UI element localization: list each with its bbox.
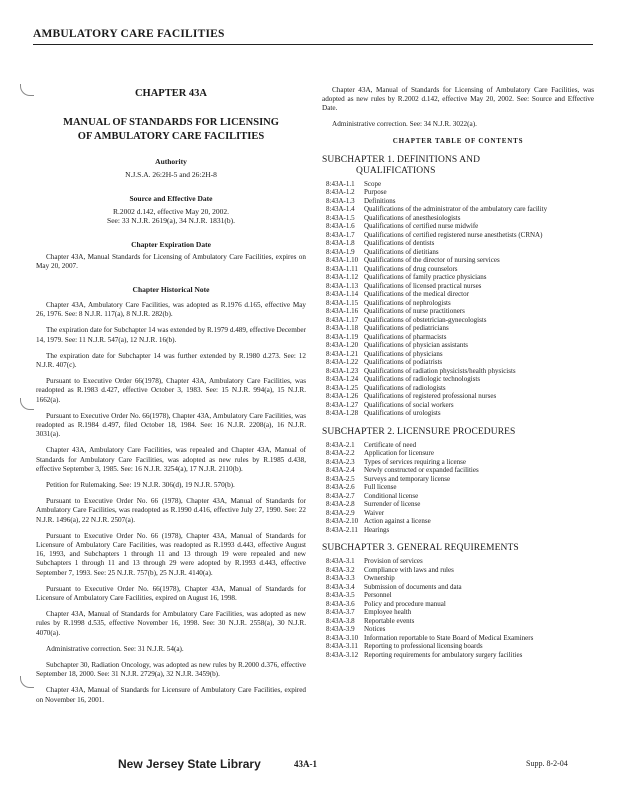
authority-heading: Authority (155, 157, 187, 166)
subchapter-heading (322, 427, 594, 438)
chapter-title-line: MANUAL OF STANDARDS FOR LICENSING (63, 117, 279, 128)
toc-entry (322, 333, 594, 342)
section-number: 8:43A-1.22 (326, 358, 359, 367)
section-number: 8:43A-1.1 (326, 179, 355, 188)
section-title: Qualifications of podiatrists (364, 358, 443, 367)
section-title: Reporting requirements for ambulatory surgery facilities (364, 650, 523, 659)
subchapter-title-line: SUBCHAPTER 3. GENERAL REQUIREMENTS (322, 543, 519, 554)
section-number: 8:43A-1.16 (326, 307, 359, 316)
toc-entry (322, 299, 594, 308)
section-title: Surveys and temporary license (364, 474, 451, 483)
toc-entry (322, 483, 594, 492)
toc-entry (322, 392, 594, 401)
history-paragraph: Chapter 43A, Manual of Standards for Licensure of Ambulatory Care Facilities, expired on November 16, 2001. (36, 686, 306, 704)
section-title: Qualifications of nephrologists (364, 298, 451, 307)
expiration-heading: Chapter Expiration Date (131, 239, 211, 249)
section-number: 8:43A-1.21 (326, 349, 359, 358)
toc-entry (322, 642, 594, 651)
section-title: Qualifications of the administrator of the ambulatory care facility (364, 205, 548, 214)
source-heading: Source and Effective Date (129, 193, 213, 203)
section-title: Qualifications of registered professional nurses (364, 392, 497, 401)
section-title: Qualifications of pharmacists (364, 332, 447, 341)
expiration-text: Chapter 43A, Manual Standards for Licensing of Ambulatory Care Facilities, expires on May 20, 2007. (36, 252, 306, 270)
toc-entry (322, 316, 594, 325)
section-title: Reportable events (364, 616, 415, 625)
toc-entry (322, 367, 594, 376)
section-title: Employee health (364, 608, 412, 617)
right-column (322, 86, 594, 668)
section-title: Qualifications of physicians (364, 349, 443, 358)
toc-entry (322, 350, 594, 359)
toc-entry (322, 583, 594, 592)
toc-entry-list (322, 180, 594, 418)
section-number: 8:43A-1.27 (326, 400, 359, 409)
section-title: Notices (364, 625, 386, 634)
history-heading: Chapter Historical Note (132, 284, 210, 294)
section-number: 8:43A-1.17 (326, 315, 359, 324)
toc-entry (322, 449, 594, 458)
history-paragraph: Pursuant to Executive Order No. 66 (1978), Chapter 43A, Manual of Standards for Ambulatory Care Facilities, was readopted as R.1990 d.416, effective July 27, 1990. See: 22 N.J.R. 1496(a), 22 N.J.R. 2507(a). (36, 497, 306, 524)
section-number: 8:43A-2.5 (326, 474, 355, 483)
section-number: 8:43A-1.10 (326, 256, 359, 265)
toc-heading: CHAPTER TABLE OF CONTENTS (392, 136, 524, 145)
section-title: Qualifications of the director of nursing services (364, 256, 500, 265)
toc-entry (322, 282, 594, 291)
toc-entry (322, 500, 594, 509)
toc-entry (322, 574, 594, 583)
subchapter-title-line: QUALIFICATIONS (356, 165, 436, 176)
section-number: 8:43A-2.8 (326, 500, 355, 509)
section-title: Qualifications of radiologists (364, 383, 446, 392)
section-title: Conditional license (364, 491, 419, 500)
section-number: 8:43A-1.24 (326, 375, 359, 384)
section-title: Qualifications of certified nurse midwife (364, 222, 479, 231)
toc-entry (322, 509, 594, 518)
toc-entry (322, 458, 594, 467)
section-number: 8:43A-1.28 (326, 409, 359, 418)
toc-entry (322, 634, 594, 643)
toc-entry (322, 197, 594, 206)
section-title: Action against a license (364, 517, 431, 526)
toc-entry (322, 401, 594, 410)
history-paragraph: Chapter 43A, Manual of Standards for Ambulatory Care Facilities, was adopted as new rules by R.1998 d.535, effective November 16, 1998. See: 30 N.J.R. 2558(a), 30 N.J.R. 4070(a). (36, 610, 306, 637)
supplement-date: Supp. 8-2-04 (526, 759, 568, 768)
history-paragraph: Petition for Rulemaking. See: 19 N.J.R. 306(d), 19 N.J.R. 570(b). (46, 480, 235, 489)
section-title: Hearings (364, 525, 390, 534)
section-title: Qualifications of family practice physicians (364, 273, 487, 282)
section-number: 8:43A-1.18 (326, 324, 359, 333)
section-title: Ownership (364, 574, 395, 583)
section-number: 8:43A-3.7 (326, 608, 355, 617)
section-number: 8:43A-1.13 (326, 281, 359, 290)
toc-entry (322, 324, 594, 333)
chapter-number: CHAPTER 43A (134, 88, 208, 99)
section-number: 8:43A-2.1 (326, 440, 355, 449)
toc-entry (322, 526, 594, 535)
section-title: Compliance with laws and rules (364, 565, 454, 574)
section-number: 8:43A-3.4 (326, 582, 355, 591)
section-number: 8:43A-3.3 (326, 574, 355, 583)
toc-entry (322, 307, 594, 316)
subchapter-title-line: SUBCHAPTER 2. LICENSURE PROCEDURES (322, 426, 516, 437)
toc-entry (322, 188, 594, 197)
section-title: Qualifications of drug counselors (364, 264, 458, 273)
source-text-line: R.2002 d.142, effective May 20, 2002. (112, 206, 230, 216)
section-number: 8:43A-3.8 (326, 616, 355, 625)
toc-entry (322, 222, 594, 231)
history-paragraph: The expiration date for Subchapter 14 was extended by R.1979 d.489, effective December 14, 1979. See: 11 N.J.R. 547(a), 12 N.J.R. 16(b). (36, 326, 306, 344)
left-column (36, 88, 306, 712)
chapter-title (36, 116, 306, 144)
toc-entry (322, 205, 594, 214)
subchapter-heading (322, 543, 594, 554)
toc-entry (322, 617, 594, 626)
section-number: 8:43A-2.7 (326, 491, 355, 500)
section-title: Qualifications of the medical director (364, 290, 469, 299)
history-note-list (36, 301, 306, 705)
margin-mark (20, 84, 34, 96)
history-paragraph: The expiration date for Subchapter 14 was further extended by R.1980 d.273. See: 12 N.J.R. 407(c). (36, 351, 306, 369)
history-paragraph: Pursuant to Executive Order 66(1978), Chapter 43A, Ambulatory Care Facilities, was readopted as R.1983 d.427, effective October 3, 1983. See: 15 N.J.R. 994(a), 15 N.J.R. 1662(a). (36, 377, 306, 404)
running-head: AMBULATORY CARE FACILITIES (33, 28, 225, 40)
section-title: Qualifications of certified registered nurse anesthetists (CRNA) (364, 230, 543, 239)
intro-paragraph: Administrative correction. See: 34 N.J.R. 3022(a). (332, 119, 477, 128)
section-title: Definitions (364, 196, 396, 205)
section-title: Qualifications of obstetrician-gynecologists (364, 315, 487, 324)
toc-entry (322, 651, 594, 660)
history-paragraph: Administrative correction. See: 31 N.J.R. 54(a). (46, 644, 184, 653)
section-number: 8:43A-3.10 (326, 633, 359, 642)
section-title: Certificate of need (364, 440, 417, 449)
section-number: 8:43A-2.2 (326, 449, 355, 458)
source-text (36, 207, 306, 226)
toc-entry-list (322, 557, 594, 659)
section-title: Waiver (364, 508, 385, 517)
toc-entry (322, 625, 594, 634)
section-number: 8:43A-1.4 (326, 205, 355, 214)
toc-entry (322, 384, 594, 393)
section-title: Application for licensure (364, 449, 434, 458)
section-title: Types of services requiring a license (364, 457, 466, 466)
toc-entry (322, 265, 594, 274)
section-number: 8:43A-1.11 (326, 264, 358, 273)
section-number: 8:43A-1.7 (326, 230, 355, 239)
toc-entry (322, 475, 594, 484)
section-number: 8:43A-3.5 (326, 591, 355, 600)
subchapter-title-line: SUBCHAPTER 1. DEFINITIONS AND (322, 154, 481, 165)
margin-mark (20, 398, 34, 410)
intro-paragraph: Chapter 43A, Manual of Standards for Licensing of Ambulatory Care Facilities, was adopted as new rules by R.2002 d.142, effective May 20, 2002. See: Source and Effective Date. (322, 86, 594, 113)
toc-entry (322, 557, 594, 566)
history-paragraph: Pursuant to Executive Order No. 66(1978), Chapter 43A, Ambulatory Care Facilities, was readopted as R.1984 d.497, filed October 18, 1984. See: 16 N.J.R. 2208(a), 16 N.J.R. 3031(a). (36, 411, 306, 439)
section-number: 8:43A-1.15 (326, 298, 359, 307)
section-number: 8:43A-1.2 (326, 188, 355, 197)
toc-entry (322, 608, 594, 617)
subchapter-heading (322, 155, 594, 177)
section-title: Policy and procedure manual (364, 599, 446, 608)
section-number: 8:43A-3.2 (326, 565, 355, 574)
toc-entry (322, 341, 594, 350)
section-title: Submission of documents and data (364, 582, 462, 591)
source-text-line: See: 33 N.J.R. 2619(a), 34 N.J.R. 1831(b). (107, 216, 235, 225)
section-number: 8:43A-1.9 (326, 247, 355, 256)
section-title: Newly constructed or expanded facilities (364, 466, 479, 475)
toc-entry (322, 214, 594, 223)
section-title: Qualifications of radiologic technologists (364, 375, 481, 384)
header-rule (33, 44, 593, 45)
section-number: 8:43A-1.5 (326, 213, 355, 222)
section-title: Qualifications of pediatricians (364, 324, 449, 333)
history-paragraph: Subchapter 30, Radiation Oncology, was adopted as new rules by R.2000 d.376, effective September 18, 2000. See: 31 N.J.R. 2729(a), 32 N.J.R. 3459(b). (36, 661, 306, 679)
history-paragraph: Chapter 43A, Ambulatory Care Facilities, was repealed and Chapter 43A, Manual of Standards for Ambulatory Care Facilities, was adopted as new rules by R.1985 d.438, effective September 3, 1985. See: 16 N.J.R. 3254(a), 17 N.J.R. 2110(b). (36, 446, 306, 473)
section-title: Full license (364, 483, 397, 492)
section-number: 8:43A-2.11 (326, 525, 358, 534)
section-number: 8:43A-2.6 (326, 483, 355, 492)
toc-entry-list (322, 441, 594, 535)
section-number: 8:43A-3.6 (326, 599, 355, 608)
table-of-contents (322, 155, 594, 660)
section-title: Surrender of license (364, 500, 421, 509)
toc-entry (322, 492, 594, 501)
section-title: Personnel (364, 591, 392, 600)
history-paragraph: Chapter 43A, Ambulatory Care Facilities, was adopted as R.1976 d.165, effective May 26, 1976. See: 8 N.J.R. 117(a), 8 N.J.R. 282(b). (36, 300, 306, 319)
toc-entry (322, 231, 594, 240)
authority-text: N.J.S.A. 26:2H-5 and 26:2H-8 (125, 170, 217, 179)
section-title: Qualifications of social workers (364, 400, 454, 409)
section-number: 8:43A-1.14 (326, 290, 359, 299)
section-number: 8:43A-1.20 (326, 341, 359, 350)
toc-entry (322, 273, 594, 282)
section-title: Reporting to professional licensing boards (364, 642, 483, 651)
section-number: 8:43A-1.8 (326, 239, 355, 248)
section-number: 8:43A-2.9 (326, 508, 355, 517)
toc-entry (322, 441, 594, 450)
intro-paragraphs (322, 86, 594, 129)
toc-entry (322, 591, 594, 600)
section-title: Provision of services (364, 557, 423, 566)
toc-entry (322, 517, 594, 526)
chapter-title-line: OF AMBULATORY CARE FACILITIES (77, 131, 265, 142)
section-title: Information reportable to State Board of Medical Examiners (364, 633, 534, 642)
section-number: 8:43A-3.1 (326, 557, 355, 566)
section-number: 8:43A-1.12 (326, 273, 359, 282)
section-title: Qualifications of dietitians (364, 247, 439, 256)
toc-entry (322, 409, 594, 418)
library-logo: New Jersey State Library (118, 757, 261, 771)
toc-entry (322, 566, 594, 575)
section-number: 8:43A-1.25 (326, 383, 359, 392)
history-paragraph: Pursuant to Executive Order No. 66 (1978), Chapter 43A, Manual of Standards for Licensure of Ambulatory Care Facilities, was readopted as R.1993 d.443, effective August 16, 1993, and Subchapters 1 through 11 and 13 through 19 were repealed and new Subchapters 1 through 11 and 13 through 29 were adopted by R.1993 d.443, effective September 7, 1993. See: 25 N.J.R. 757(b), 25 N.J.R. 4140(a). (36, 531, 306, 577)
section-number: 8:43A-3.12 (326, 650, 359, 659)
section-title: Qualifications of urologists (364, 409, 441, 418)
section-title: Qualifications of physician assistants (364, 341, 469, 350)
toc-entry (322, 600, 594, 609)
margin-mark (20, 676, 34, 688)
section-title: Qualifications of licensed practical nurses (364, 281, 482, 290)
section-number: 8:43A-1.26 (326, 392, 359, 401)
section-title: Qualifications of nurse practitioners (364, 307, 465, 316)
toc-entry (322, 248, 594, 257)
section-number: 8:43A-1.3 (326, 196, 355, 205)
section-title: Purpose (364, 188, 387, 197)
section-number: 8:43A-1.23 (326, 366, 359, 375)
toc-entry (322, 239, 594, 248)
toc-entry (322, 466, 594, 475)
section-title: Scope (364, 179, 382, 188)
section-number: 8:43A-2.3 (326, 457, 355, 466)
section-number: 8:43A-2.10 (326, 517, 359, 526)
toc-entry (322, 180, 594, 189)
section-number: 8:43A-3.11 (326, 642, 358, 651)
toc-entry (322, 358, 594, 367)
page-number: 43A-1 (294, 759, 317, 769)
section-number: 8:43A-3.9 (326, 625, 355, 634)
section-title: Qualifications of anesthesiologists (364, 213, 461, 222)
toc-entry (322, 290, 594, 299)
section-number: 8:43A-1.6 (326, 222, 355, 231)
section-number: 8:43A-2.4 (326, 466, 355, 475)
toc-entry (322, 375, 594, 384)
toc-entry (322, 256, 594, 265)
history-paragraph: Pursuant to Executive Order No. 66(1978), Chapter 43A, Manual of Standards for Licensure of Ambulatory Care Facilities, expired on August 16, 1998. (36, 584, 306, 602)
section-number: 8:43A-1.19 (326, 332, 359, 341)
section-title: Qualifications of radiation physicists/health physicists (364, 366, 516, 375)
section-title: Qualifications of dentists (364, 239, 435, 248)
